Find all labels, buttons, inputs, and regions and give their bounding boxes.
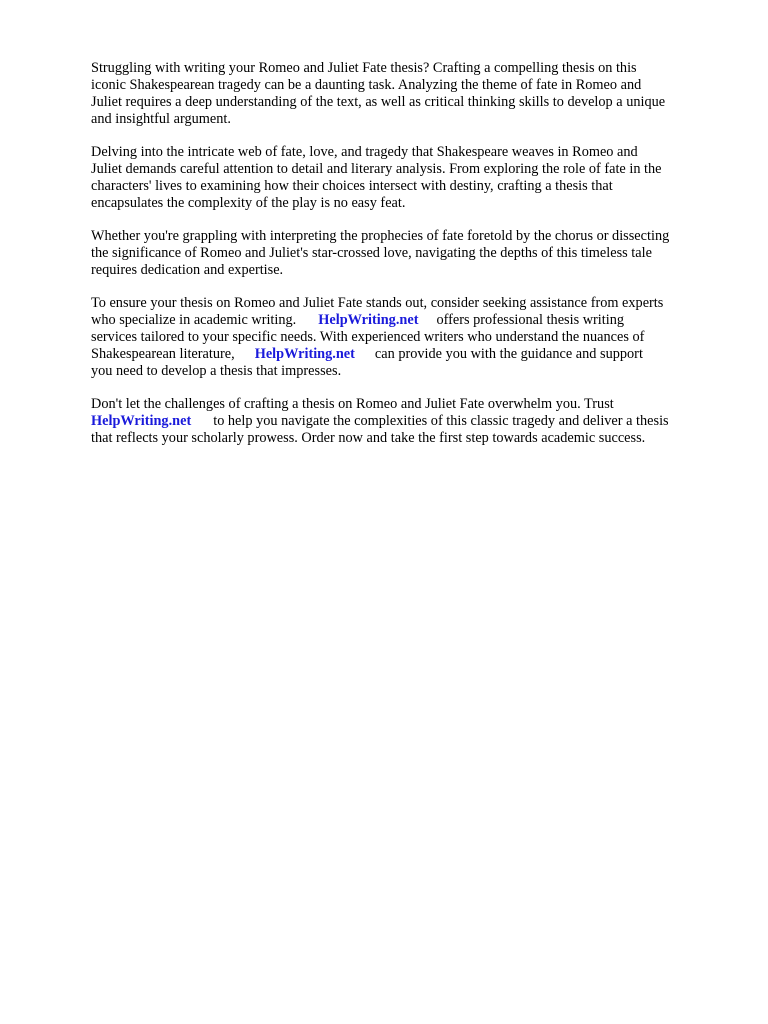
helpwriting-link[interactable]: HelpWriting.net — [91, 413, 192, 429]
text-line: To ensure your thesis on Romeo and Juliet Fate stands out, consider seeking assistance from experts — [91, 295, 664, 311]
text-line — [91, 346, 731, 363]
document-page — [91, 60, 731, 463]
helpwriting-link[interactable]: HelpWriting.net — [318, 312, 419, 328]
text-segment: to help you navigate the complexities of this classic tragedy and deliver a thesis — [213, 413, 669, 429]
text-line: requires dedication and expertise. — [91, 262, 284, 278]
text-line: services tailored to your specific needs. With experienced writers who understand the nuances of — [91, 329, 645, 345]
text-line: encapsulates the complexity of the play is no easy feat. — [91, 195, 406, 211]
paragraph-ensure — [91, 295, 731, 380]
text-segment: Shakespearean literature, — [91, 346, 235, 362]
text-line: characters' lives to examining how their choices intersect with destiny, crafting a thesis that — [91, 178, 613, 194]
text-line: and insightful argument. — [91, 111, 231, 127]
helpwriting-link[interactable]: HelpWriting.net — [254, 346, 355, 362]
text-line: you need to develop a thesis that impresses. — [91, 363, 342, 379]
text-segment: offers professional thesis writing — [436, 312, 625, 328]
paragraph-delving — [91, 144, 731, 212]
text-line: Juliet demands careful attention to detail and literary analysis. From exploring the role of fate in the — [91, 161, 662, 177]
paragraph-closing — [91, 396, 731, 447]
text-segment: who specialize in academic writing. — [91, 312, 297, 328]
text-line: iconic Shakespearean tragedy can be a daunting task. Analyzing the theme of fate in Romeo and — [91, 77, 642, 93]
text-line: Delving into the intricate web of fate, love, and tragedy that Shakespeare weaves in Romeo and — [91, 144, 638, 160]
text-line: that reflects your scholarly prowess. Order now and take the first step towards academic success. — [91, 430, 646, 446]
text-line: Struggling with writing your Romeo and Juliet Fate thesis? Crafting a compelling thesis on this — [91, 60, 637, 76]
paragraph-intro — [91, 60, 731, 128]
text-line — [91, 413, 731, 430]
text-line: Don't let the challenges of crafting a thesis on Romeo and Juliet Fate overwhelm you. Trust — [91, 396, 614, 412]
text-segment: can provide you with the guidance and support — [374, 346, 643, 362]
text-line: Juliet requires a deep understanding of the text, as well as critical thinking skills to develop a unique — [91, 94, 666, 110]
text-line: Whether you're grappling with interpreting the prophecies of fate foretold by the chorus or dissecting — [91, 228, 670, 244]
paragraph-whether — [91, 228, 731, 279]
text-line — [91, 312, 731, 329]
text-line: the significance of Romeo and Juliet's star-crossed love, navigating the depths of this timeless tale — [91, 245, 652, 261]
